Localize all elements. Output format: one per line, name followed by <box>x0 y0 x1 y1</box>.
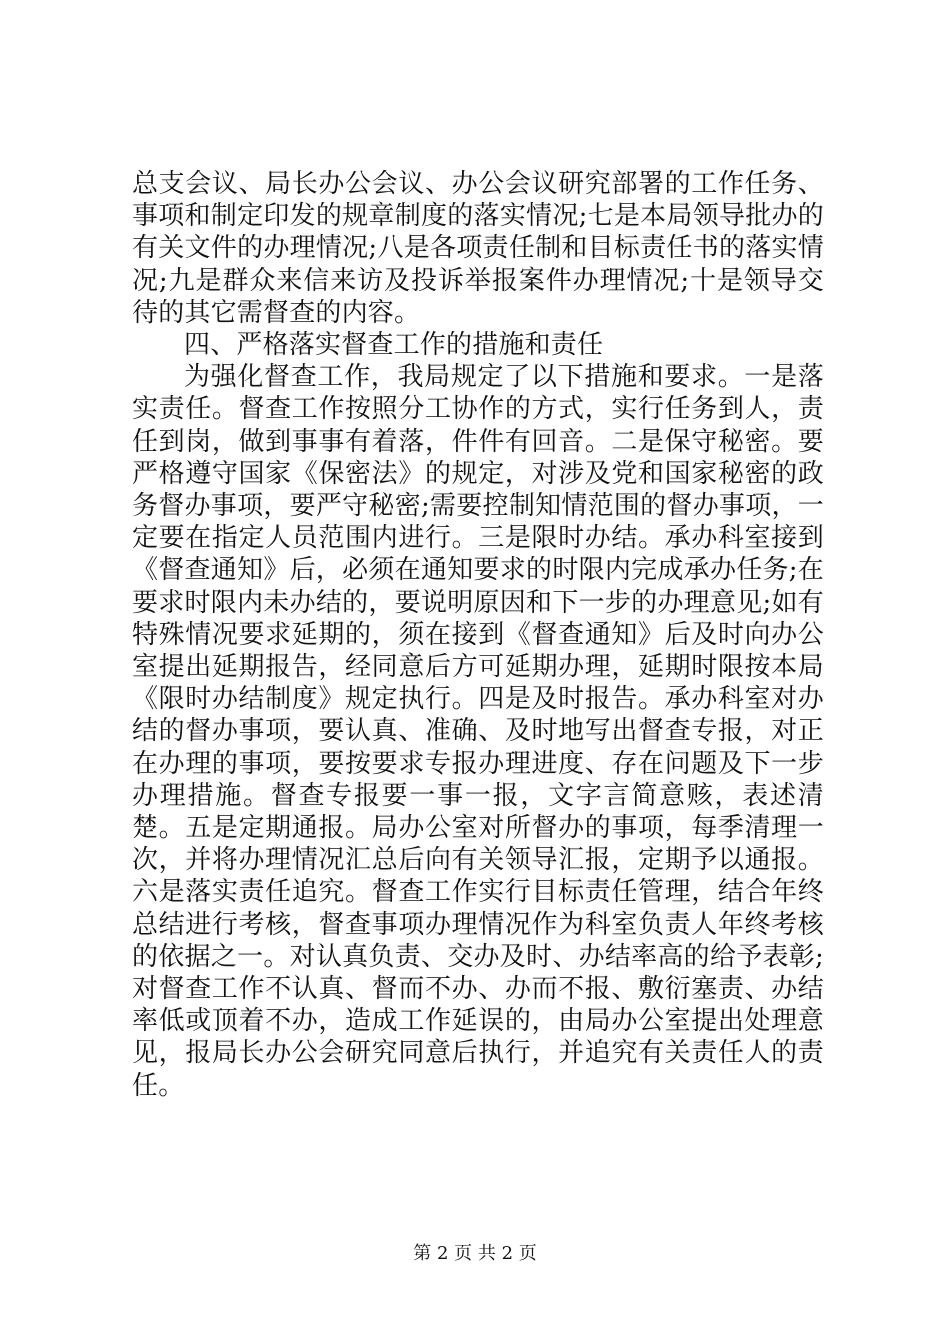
continuation-paragraph: 总支会议、局长办公会议、办公会议研究部署的工作任务、事项和制定印发的规章制度的落实情况;七是本局领导批办的有关文件的办理情况;八是各项责任制和目标责任书的落实情况;九是群众来信来访及投诉举报案件办理情况;十是领导交待的其它需督查的内容。 <box>132 169 824 328</box>
section-heading: 四、严格落实督查工作的措施和责任 <box>184 330 604 361</box>
document-body <box>132 168 824 1102</box>
page-footer: 第 2 页 共 2 页 <box>413 1243 537 1264</box>
body-paragraph: 为强化督查工作，我局规定了以下措施和要求。一是落实责任。督查工作按照分工协作的方式，实行任务到人，责任到岗，做到事事有着落，件件有回音。二是保守秘密。要严格遵守国家《保密法》的规定，对涉及党和国家秘密的政务督办事项，要严守秘密;需要控制知情范围的督办事项，一定要在指定人员范围内进行。三是限时办结。承办科室接到《督查通知》后，必须在通知要求的时限内完成承办任务;在要求时限内未办结的，要说明原因和下一步的办理意见;如有特殊情况要求延期的，须在接到《督查通知》后及时向办公室提出延期报告，经同意后方可延期办理，延期时限按本局《限时办结制度》规定执行。四是及时报告。承办科室对办结的督办事项，要认真、准确、及时地写出督查专报，对正在办理的事项，要按要求专报办理进度、存在问题及下一步办理措施。督查专报要一事一报，文字言简意赅，表述清楚。五是定期通报。局办公室对所督办的事项，每季清理一次，并将办理情况汇总后向有关领导汇报，定期予以通报。六是落实责任追究。督查工作实行目标责任管理，结合年终总结进行考核，督查事项办理情况作为科室负责人年终考核的依据之一。对认真负责、交办及时、办结率高的给予表彰;对督查工作不认真、督而不办、办而不报、敷衍塞责、办结率低或顶着不办，造成工作延误的，由局办公室提出处理意见，报局长办公会研究同意后执行，并追究有关责任人的责任。 <box>132 362 824 1101</box>
